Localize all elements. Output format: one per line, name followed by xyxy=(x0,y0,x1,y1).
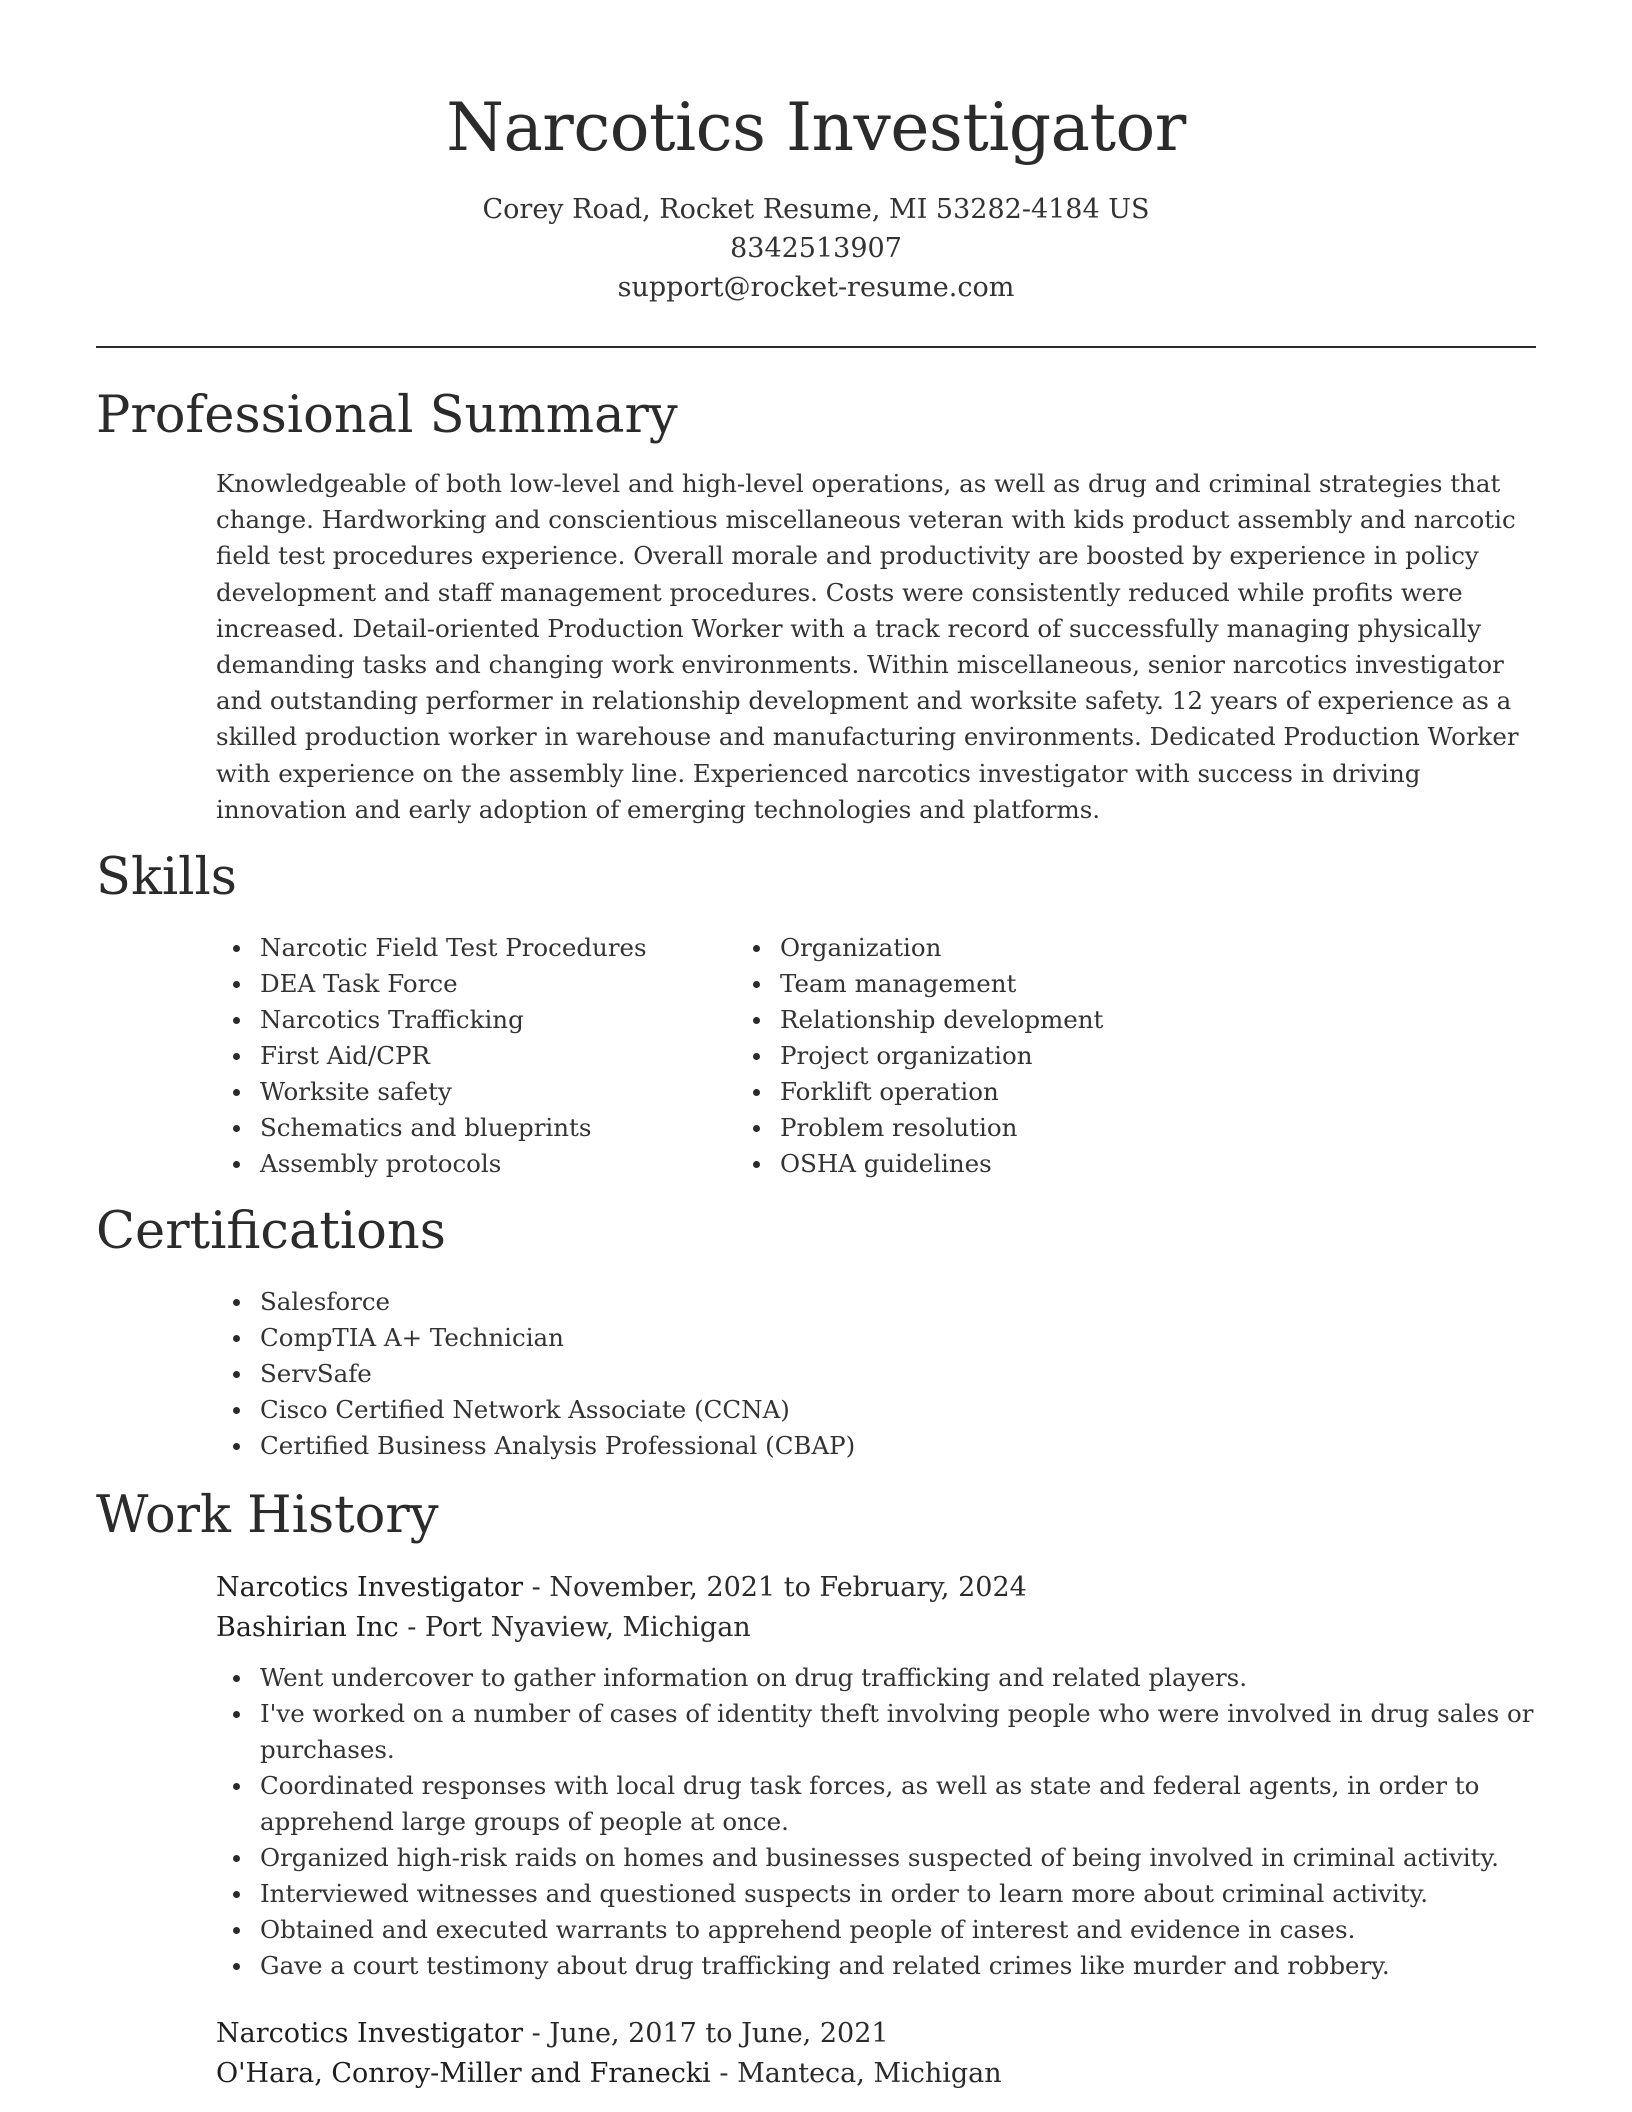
job-location: - Manteca, Michigan xyxy=(710,2058,1002,2090)
resume-page xyxy=(96,0,1536,2094)
duty-item: I've worked on a number of cases of identity theft involving people who were involved in drug sales or purchases. xyxy=(96,1696,1536,1768)
skill-item: First Aid/CPR xyxy=(96,1038,746,1074)
job-entry xyxy=(216,1568,1536,1984)
skill-item: Narcotics Trafficking xyxy=(96,1002,746,1038)
skills-heading: Skills xyxy=(96,848,237,908)
job-location: - Port Nyaview, Michigan xyxy=(398,1612,751,1644)
skill-item: Forklift operation xyxy=(616,1074,1266,1110)
resume-name: Narcotics Investigator xyxy=(446,89,1186,166)
skill-item: Team management xyxy=(616,966,1266,1002)
summary-heading: Professional Summary xyxy=(96,386,678,445)
certification-item: Certified Business Analysis Professional (CBAP) xyxy=(96,1428,1536,1464)
contact-email: support@rocket-resume.com xyxy=(617,272,1015,303)
job-company-line xyxy=(216,1608,1536,1648)
skill-item: OSHA guidelines xyxy=(616,1146,1266,1182)
contact-block xyxy=(96,190,1536,307)
job-title-line xyxy=(216,2014,1536,2054)
duty-item: Went undercover to gather information on drug trafficking and related players. xyxy=(96,1660,1536,1696)
skill-item: Project organization xyxy=(616,1038,1266,1074)
skill-item: Problem resolution xyxy=(616,1110,1266,1146)
certifications-heading: Certifications xyxy=(96,1202,446,1262)
skill-item: Schematics and blueprints xyxy=(96,1110,746,1146)
certification-item: Salesforce xyxy=(96,1284,1536,1320)
job-title: Narcotics Investigator xyxy=(216,2018,524,2050)
contact-phone: 8342513907 xyxy=(730,233,902,264)
certification-item: CompTIA A+ Technician xyxy=(96,1320,1536,1356)
skill-item: Worksite safety xyxy=(96,1074,746,1110)
job-dates: - November, 2021 to February, 2024 xyxy=(523,1572,1027,1604)
skill-item: Narcotic Field Test Procedures xyxy=(96,930,746,966)
duty-item: Interviewed witnesses and questioned suspects in order to learn more about criminal activity. xyxy=(96,1876,1536,1912)
skill-item: Assembly protocols xyxy=(96,1146,746,1182)
job-company-line xyxy=(216,2054,1536,2094)
skill-item: Organization xyxy=(616,930,1266,966)
certification-item: Cisco Certified Network Associate (CCNA) xyxy=(96,1392,1536,1428)
job-entry xyxy=(216,2014,1536,2094)
duty-item: Coordinated responses with local drug task forces, as well as state and federal agents, in order to apprehend large groups of people at once. xyxy=(96,1768,1536,1840)
contact-address: Corey Road, Rocket Resume, MI 53282-4184 US xyxy=(482,194,1150,225)
job-title-line xyxy=(216,1568,1536,1608)
duty-item: Obtained and executed warrants to apprehend people of interest and evidence in cases. xyxy=(96,1912,1536,1948)
certification-item: ServSafe xyxy=(96,1356,1536,1392)
skills-list-right xyxy=(616,930,1266,1182)
job-title: Narcotics Investigator xyxy=(216,1572,524,1604)
work-history-heading: Work History xyxy=(96,1486,439,1546)
job-company: O'Hara, Conroy-Miller and Franecki xyxy=(216,2058,711,2090)
skills-columns xyxy=(96,930,1536,1182)
job-company: Bashirian Inc xyxy=(216,1612,399,1644)
skill-item: DEA Task Force xyxy=(96,966,746,1002)
header-divider xyxy=(96,346,1536,348)
job-duties-list xyxy=(96,1660,1536,1984)
job-dates: - June, 2017 to June, 2021 xyxy=(523,2018,889,2050)
skill-item: Relationship development xyxy=(616,1002,1266,1038)
summary-text: Knowledgeable of both low-level and high-level operations, as well as drug and criminal strategies that change. Hardworking and conscientious miscellaneous veteran with kids product assembly and narcotic field test procedures experience. Overall morale and productivity are boosted by experience in policy development and staff management procedures. Costs were consistently reduced while profits were increased. Detail-oriented Production Worker with a track record of successfully managing physically demanding tasks and changing work environments. Within miscellaneous, senior narcotics investigator and outstanding performer in relationship development and worksite safety. 12 years of experience as a skilled production worker in warehouse and manufacturing environments. Dedicated Production Worker with experience on the assembly line. Experienced narcotics investigator with success in driving innovation and early adoption of emerging technologies and platforms. xyxy=(216,469,1519,824)
duty-item: Organized high-risk raids on homes and businesses suspected of being involved in criminal activity. xyxy=(96,1840,1536,1876)
certifications-list xyxy=(96,1284,1536,1464)
duty-item: Gave a court testimony about drug trafficking and related crimes like murder and robbery. xyxy=(96,1948,1536,1984)
